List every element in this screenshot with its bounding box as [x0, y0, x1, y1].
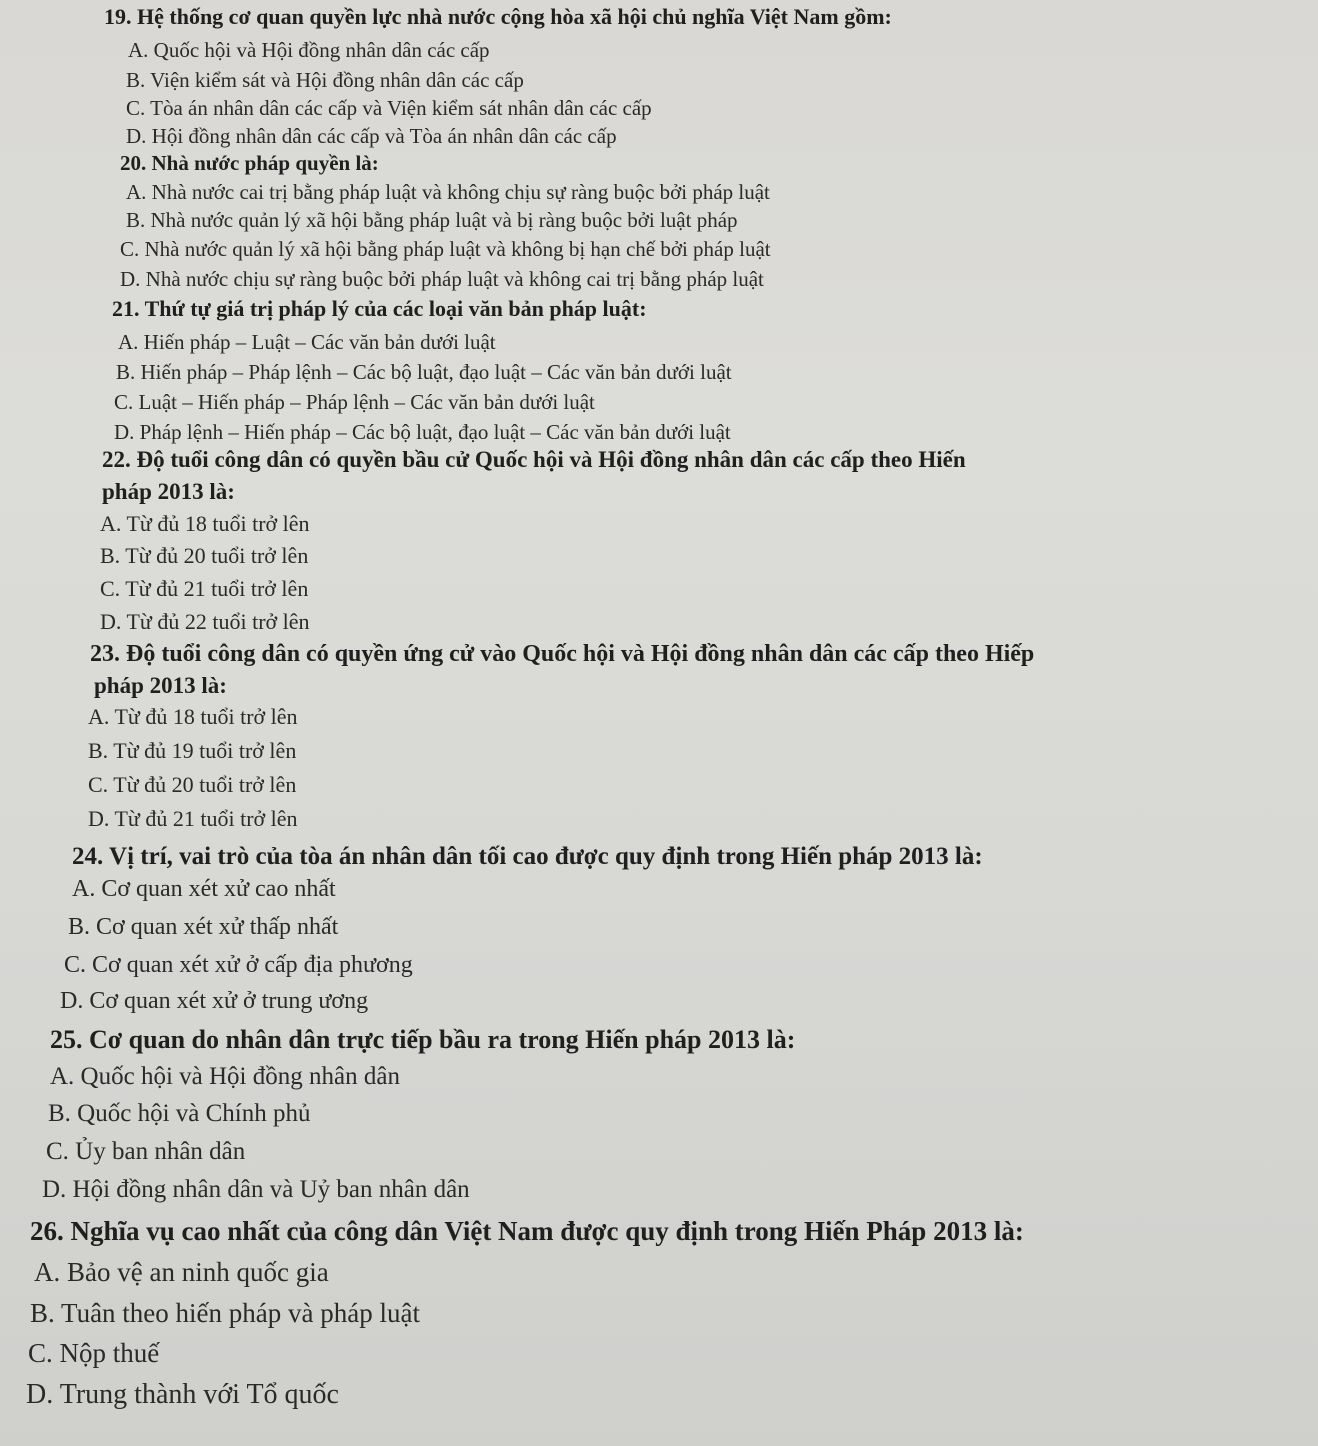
question-23-title: 23. Độ tuổi công dân có quyền ứng cử vào Quốc hội và Hội đồng nhân dân các cấp theo Hiếp: [90, 641, 1035, 667]
question-26-title: 26. Nghĩa vụ cao nhất của công dân Việt Nam được quy định trong Hiến Pháp 2013 là:: [30, 1216, 1024, 1246]
question-20-option-a: A. Nhà nước cai trị bằng pháp luật và không chịu sự ràng buộc bởi pháp luật: [126, 180, 770, 204]
question-23-option-b: B. Từ đủ 19 tuổi trở lên: [88, 738, 297, 763]
question-23-option-a: A. Từ đủ 18 tuổi trở lên: [88, 704, 298, 729]
question-19-option-d: D. Hội đồng nhân dân các cấp và Tòa án nhân dân các cấp: [126, 124, 617, 148]
question-22-option-c: C. Từ đủ 21 tuổi trở lên: [100, 576, 309, 601]
question-25-option-d: D. Hội đồng nhân dân và Uỷ ban nhân dân: [42, 1176, 470, 1203]
question-25-option-b: B. Quốc hội và Chính phủ: [48, 1100, 311, 1127]
question-21-option-d: D. Pháp lệnh – Hiến pháp – Các bộ luật, đạo luật – Các văn bản dưới luật: [114, 420, 731, 444]
question-23-title-cont: pháp 2013 là:: [94, 673, 227, 698]
question-25-title: 25. Cơ quan do nhân dân trực tiếp bầu ra trong Hiến pháp 2013 là:: [50, 1025, 796, 1054]
question-22-title-cont: pháp 2013 là:: [102, 479, 235, 504]
question-25-option-c: C. Ủy ban nhân dân: [46, 1138, 246, 1165]
question-24-title: 24. Vị trí, vai trò của tòa án nhân dân tối cao được quy định trong Hiến pháp 2013 là:: [72, 843, 983, 870]
question-23-option-c: C. Từ đủ 20 tuổi trở lên: [88, 772, 297, 797]
question-26-option-d: D. Trung thành với Tổ quốc: [26, 1379, 339, 1410]
question-26-option-c: C. Nộp thuế: [28, 1338, 160, 1368]
question-22-title: 22. Độ tuổi công dân có quyền bầu cử Quốc hội và Hội đồng nhân dân các cấp theo Hiến: [102, 447, 966, 472]
question-20-option-d: D. Nhà nước chịu sự ràng buộc bởi pháp luật và không cai trị bằng pháp luật: [120, 267, 764, 291]
question-21-title: 21. Thứ tự giá trị pháp lý của các loại văn bản pháp luật:: [112, 296, 647, 321]
question-19-option-a: A. Quốc hội và Hội đồng nhân dân các cấp: [128, 38, 490, 62]
question-21-option-b: B. Hiến pháp – Pháp lệnh – Các bộ luật, đạo luật – Các văn bản dưới luật: [116, 360, 732, 384]
question-24-option-a: A. Cơ quan xét xử cao nhất: [72, 876, 336, 902]
question-20-option-c: C. Nhà nước quản lý xã hội bằng pháp luật và không bị hạn chế bởi pháp luật: [120, 237, 771, 261]
question-19-option-c: C. Tòa án nhân dân các cấp và Viện kiểm sát nhân dân các cấp: [126, 96, 652, 120]
question-25-option-a: A. Quốc hội và Hội đồng nhân dân: [50, 1063, 400, 1090]
question-20-title: 20. Nhà nước pháp quyền là:: [120, 151, 379, 175]
question-21-option-c: C. Luật – Hiến pháp – Pháp lệnh – Các văn bản dưới luật: [114, 390, 595, 414]
question-22-option-a: A. Từ đủ 18 tuổi trở lên: [100, 511, 310, 536]
question-26-option-a: A. Bảo vệ an ninh quốc gia: [34, 1257, 329, 1287]
question-24-option-b: B. Cơ quan xét xử thấp nhất: [68, 914, 339, 940]
question-19-title: 19. Hệ thống cơ quan quyền lực nhà nước cộng hòa xã hội chủ nghĩa Việt Nam gồm:: [104, 4, 892, 29]
question-19-option-b: B. Viện kiểm sát và Hội đồng nhân dân các cấp: [126, 68, 524, 92]
question-22-option-d: D. Từ đủ 22 tuổi trở lên: [100, 609, 310, 634]
question-24-option-c: C. Cơ quan xét xử ở cấp địa phương: [64, 952, 413, 978]
question-26-option-b: B. Tuân theo hiến pháp và pháp luật: [30, 1298, 420, 1328]
question-21-option-a: A. Hiến pháp – Luật – Các văn bản dưới luật: [118, 330, 496, 354]
question-24-option-d: D. Cơ quan xét xử ở trung ương: [60, 988, 369, 1014]
question-22-option-b: B. Từ đủ 20 tuổi trở lên: [100, 543, 309, 568]
question-23-option-d: D. Từ đủ 21 tuổi trở lên: [88, 806, 298, 831]
question-20-option-b: B. Nhà nước quản lý xã hội bằng pháp luật và bị ràng buộc bởi luật pháp: [126, 208, 738, 232]
